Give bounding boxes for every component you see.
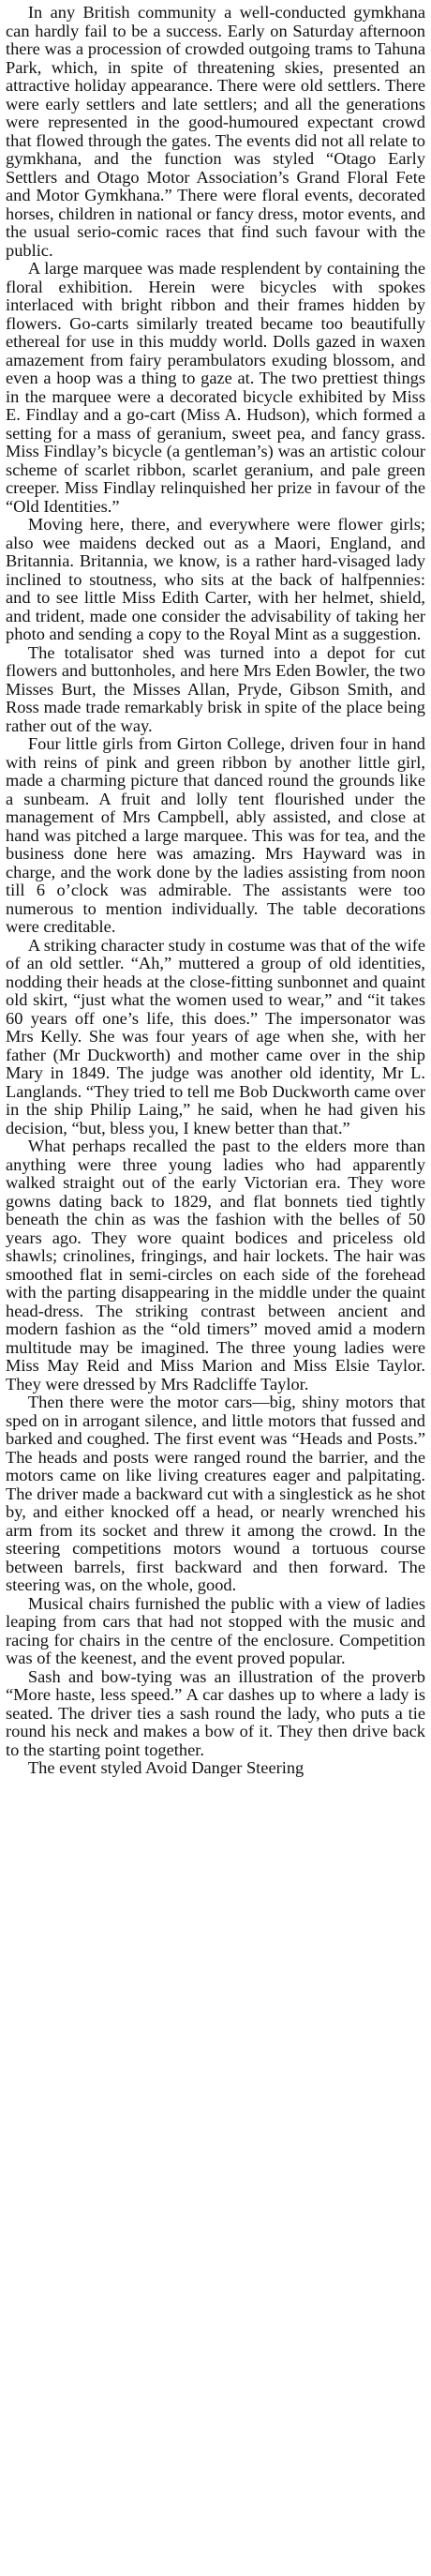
article-paragraph-7: What perhaps recalled the past to the elders more than anything were three young ladies who had apparently walked straight out of the early Victorian era. They wore gowns dating back to 1829, and flat bonnets tied tightly beneath the chin as was the fashion with the belles of 50 years ago. They wore quaint bodices and priceless old shawls; crinolines, fringings, and hair lockets. The hair was smoothed flat in semi-circles on each side of the forehead with the parting disappearing in the middle under the quaint head-dress. The striking contrast between ancient and modern fashion as the “old timers” moved amid a modern multitude may be imagined. The three young ladies were Miss May Reid and Miss Marion and Miss Elsie Taylor. They were dressed by Mrs Radcliffe Taylor. bbox=[6, 1137, 425, 1393]
article-paragraph-3: Moving here, there, and everywhere were flower girls; also wee maidens decked out as a Maori, England, and Britannia. Britannia, we know, is a rather hard-visaged lady inclined to stoutness, who sits at the back of halfpennies: and to see little Miss Edith Carter, with her helmet, shield, and trident, made one consider the advisability of taking her photo and sending a copy to the Royal Mint as a suggestion. bbox=[6, 515, 425, 643]
article-paragraph-10: Sash and bow-tying was an illustration of the proverb “More haste, less speed.” A car dashes up to where a lady is seated. The driver ties a sash round the lady, who puts a tie round his neck and makes a bow of it. They then drive back to the starting point together. bbox=[6, 1666, 425, 1759]
article-paragraph-1: In any British community a well-conducted gymkhana can hardly fail to be a success. Early on Saturday afternoon there was a procession of crowded outgoing trams to Tahuna Park, which, in spite of threatening skies, presented an attractive holiday appearance. There were old settlers. There were early settlers and late settlers; and all the generations were represented in the good-humoured expectant crowd that flowed through the gates. The events did not all relate to gymkhana, and the function was styled “Otago Early Settlers and Otago Motor Association’s Grand Floral Fete and Motor Gymkhana.” There were floral events, decorated horses, children in national or fancy dress, motor events, and the usual serio-comic races that find such favour with the public. bbox=[6, 3, 425, 260]
article-paragraph-9: Musical chairs furnished the public with a view of ladies leaping from cars that had not stopped with the music and racing for chairs in the centre of the enclosure. Competition was of the keenest, and the event proved popular. bbox=[6, 1593, 425, 1667]
article-paragraph-6: A striking character study in costume was that of the wife of an old settler. “Ah,” muttered a group of old identities, nodding their heads at the close-fitting sunbonnet and quaint old skirt, “just what the women used to wear,” and “it takes 60 years off one’s life, this does.” The impersonator was Mrs Kelly. She was four years of age when she, with her father (Mr Duckworth) and mother came over in the ship Mary in 1849. The judge was another old identity, Mr L. Langlands. “They tried to tell me Bob Duckworth came over in the ship Philip Laing,” he said, when he had given his decision, “but, bless you, I knew better than that.” bbox=[6, 935, 425, 1137]
article-paragraph-8: Then there were the motor cars—big, shiny motors that sped on in arrogant silence, and little motors that fussed and barked and coughed. The first event was “Heads and Posts.” The heads and posts were ranged round the barrier, and the motors came on like living creatures eager and palpitating. The driver made a backward cut with a singlestick as he shot by, and either knocked off a head, or nearly wrenched his arm from its socket and threw it among the crowd. In the steering competitions motors wound a tortuous course between barrels, first backward and then forward. The steering was, on the whole, good. bbox=[6, 1393, 425, 1594]
article-paragraph-4: The totalisator shed was turned into a depot for cut flowers and buttonholes, and here Mrs Eden Bowler, the two Misses Burt, the Misses Allan, Pryde, Gibson Smith, and Ross made trade remarkably brisk in spite of the place being rather out of the way. bbox=[6, 642, 425, 735]
article-paragraph-11: The event styled Avoid Danger Steering bbox=[27, 1758, 305, 1777]
article-paragraph-2: A large marquee was made resplendent by containing the floral exhibition. Herein were bicycles with spokes interlaced with bright ribbon and their frames hidden by flowers. Go-carts similarly treated became too beautifully ethereal for use in this muddy world. Dolls gazed in waxen amazement from fairy perambulators exuding blossom, and even a hoop was a thing to gaze at. The two prettiest things in the marquee were a decorated bicycle exhibited by Miss E. Findlay and a go-cart (Miss A. Hudson), which formed a setting for a mass of geranium, sweet pea, and fancy grass. Miss Findlay’s bicycle (a gentleman’s) was an artistic colour scheme of scarlet ribbon, scarlet geranium, and pale green creeper. Miss Findlay relinquished her prize in favour of the “Old Identities.” bbox=[6, 259, 425, 516]
article-paragraph-5: Four little girls from Girton College, driven four in hand with reins of pink and green ribbon by another little girl, made a charming picture that danced round the grounds like a sunbeam. A fruit and lolly tent flourished under the management of Mrs Campbell, ably assisted, and close at hand was pitched a large marquee. This was for tea, and the business done here was amazing. Mrs Hayward was in charge, and the work done by the ladies assisting from noon till 6 o’clock was admirable. The assistants were too numerous to mention individually. The table decorations were creditable. bbox=[6, 734, 425, 936]
